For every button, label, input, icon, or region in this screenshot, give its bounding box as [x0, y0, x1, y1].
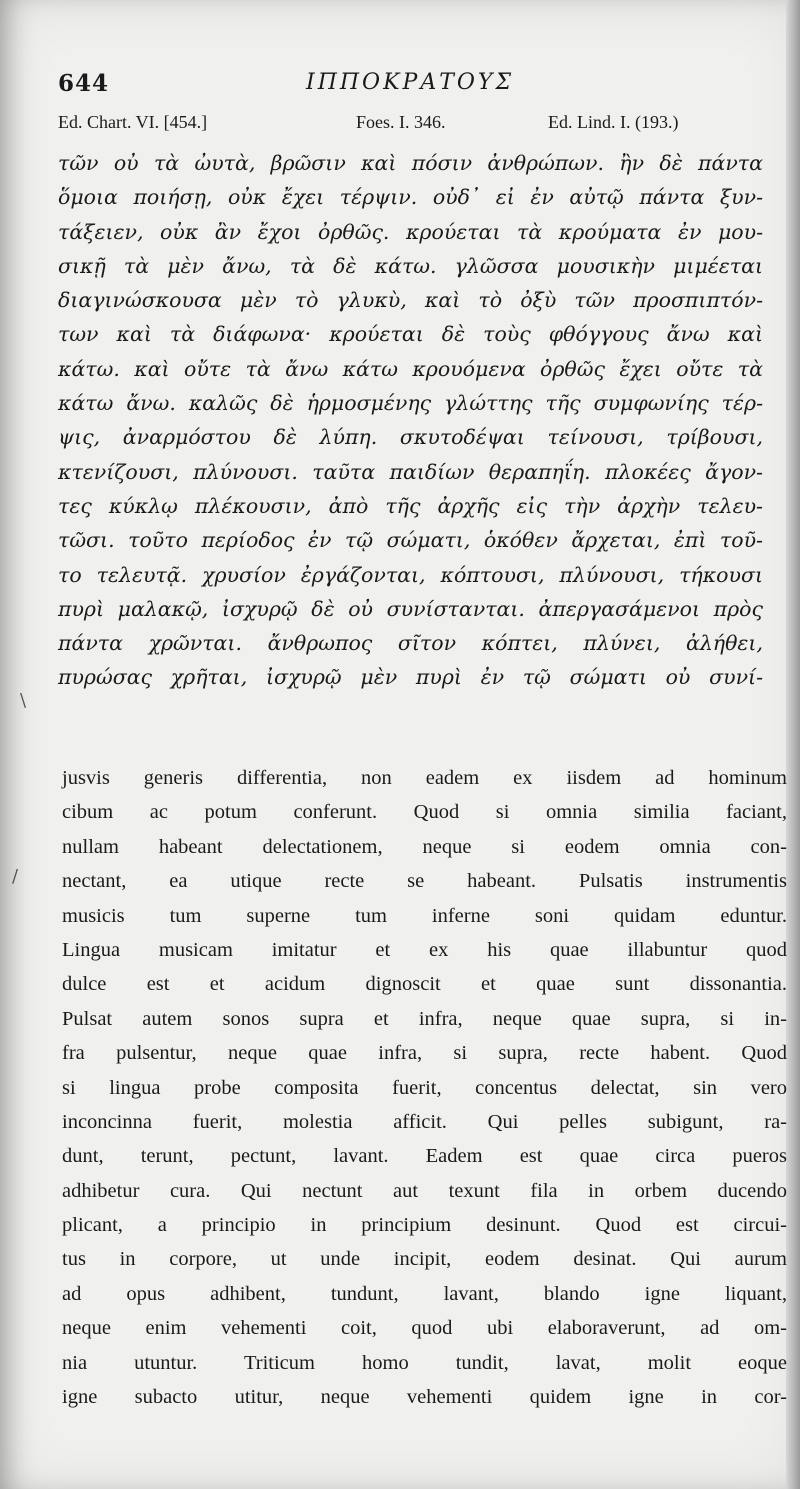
linden-reference: Ed. Lind. I. (193.) — [548, 112, 679, 132]
latin-line: si lingua probe composita fuerit, concentus delectat, sin vero — [62, 1076, 787, 1099]
page-number: 644 — [58, 70, 110, 97]
latin-line: cibum ac potum conferunt. Quod si omnia similia faciant, — [62, 801, 787, 824]
latin-line: nectant, ea utique recte se habeant. Pulsatis instrumentis — [62, 870, 787, 893]
greek-line: ὅμοια ποιήσῃ, οὐκ ἔχει τέρψιν. οὐδ᾽ εἰ ἐν αὐτῷ πάντα ξυν- — [58, 185, 763, 210]
latin-translation — [62, 761, 787, 1414]
greek-line: κάτω ἄνω. καλῶς δὲ ἡρμοσμένης γλώττης τῆς συμφωνίης τέρ- — [58, 391, 763, 416]
edition-references — [58, 112, 788, 142]
latin-line: adhibetur cura. Qui nectunt aut texunt fila in orbem ducendo — [62, 1179, 787, 1202]
running-title: ΙΠΠΟΚΡΑΤΟΥΣ — [306, 70, 515, 95]
greek-line: ψις, ἀναρμόστου δὲ λύπη. σκυτοδέψαι τείνουσι, τρίβουσι, — [58, 425, 763, 450]
latin-line: jusvis generis differentia, non eadem ex iisdem ad hominum — [62, 767, 787, 789]
margin-tick-mark: / — [12, 866, 19, 887]
latin-line: plicant, a principio in principium desinunt. Quod est circui- — [62, 1214, 787, 1237]
latin-line: ad opus adhibent, tundunt, lavant, blando igne liquant, — [62, 1282, 787, 1305]
latin-line: dulce est et acidum dignoscit et quae sunt dissonantia. — [62, 973, 787, 996]
chartier-reference: Ed. Chart. VI. [454.] — [58, 112, 208, 132]
latin-line: nia utuntur. Triticum homo tundit, lavat, molit eoque — [62, 1351, 787, 1374]
greek-line: τῶν οὐ τὰ ὠυτὰ, βρῶσιν καὶ πόσιν ἀνθρώπων. ἢν δὲ πάντα — [58, 151, 763, 175]
latin-line: igne subacto utitur, neque vehementi quidem igne in cor- — [62, 1386, 787, 1409]
greek-line: διαγινώσκουσα μὲν τὸ γλυκὺ, καὶ τὸ ὀξὺ τῶν προσπιπτόν- — [58, 288, 763, 313]
latin-line: tus in corpore, ut unde incipit, eodem desinat. Qui aurum — [62, 1248, 787, 1271]
latin-line: Pulsat autem sonos supra et infra, neque quae supra, si in- — [62, 1007, 787, 1030]
greek-line: των καὶ τὰ διάφωνα· κρούεται δὲ τοὺς φθόγγους ἄνω καὶ — [58, 322, 763, 347]
greek-line: σικῇ τὰ μὲν ἄνω, τὰ δὲ κάτω. γλῶσσα μουσικὴν μιμέεται — [58, 253, 763, 278]
running-head — [58, 70, 778, 110]
greek-text — [58, 146, 763, 695]
latin-line: dunt, terunt, pectunt, lavant. Eadem est quae circa pueros — [62, 1145, 787, 1168]
latin-line: inconcinna fuerit, molestia afficit. Qui pelles subigunt, ra- — [62, 1110, 787, 1133]
latin-line: neque enim vehementi coit, quod ubi elaboraverunt, ad om- — [62, 1317, 787, 1340]
greek-line: πυρώσας χρῆται, ἰσχυρῷ μὲν πυρὶ ἐν τῷ σώματι οὐ συνί- — [58, 665, 763, 690]
foesius-reference: Foes. I. 346. — [356, 112, 446, 132]
greek-line: πυρὶ μαλακῷ, ἰσχυρῷ δὲ οὐ συνίστανται. ἀπεργασάμενοι πρὸς — [58, 596, 763, 621]
latin-line: fra pulsentur, neque quae infra, si supra, recte habent. Quod — [62, 1042, 787, 1065]
greek-line: τάξειεν, οὐκ ἂν ἔχοι ὀρθῶς. κρούεται τὰ κρούματα ἐν μου- — [58, 219, 763, 244]
greek-line: το τελευτᾷ. χρυσίον ἐργάζονται, κόπτουσι, πλύνουσι, τήκουσι — [58, 562, 763, 587]
greek-line: τῶσι. τοῦτο περίοδος ἐν τῷ σώματι, ὁκόθεν ἄρχεται, ἐπὶ τοῦ- — [58, 528, 763, 553]
latin-line: Lingua musicam imitatur et ex his quae illabuntur quod — [62, 938, 787, 961]
greek-line: κτενίζουσι, πλύνουσι. ταῦτα παιδίων θεραπηΐη. πλοκέες ἄγον- — [58, 459, 763, 484]
margin-tick-mark: \ — [20, 690, 27, 711]
greek-line: κάτω. καὶ οὔτε τὰ ἄνω κάτω κρουόμενα ὀρθῶς ἔχει οὔτε τὰ — [58, 356, 763, 381]
latin-line: musicis tum superne tum inferne soni quidam eduntur. — [62, 904, 787, 927]
greek-line: τες κύκλῳ πλέκουσιν, ἀπὸ τῆς ἀρχῆς εἰς τὴν ἀρχὴν τελευ- — [58, 493, 763, 518]
greek-line: πάντα χρῶνται. ἄνθρωπος σῖτον κόπτει, πλύνει, ἀλήθει, — [58, 631, 763, 656]
latin-line: nullam habeant delectationem, neque si eodem omnia con- — [62, 835, 787, 858]
page-edge-shadow — [786, 0, 800, 1489]
